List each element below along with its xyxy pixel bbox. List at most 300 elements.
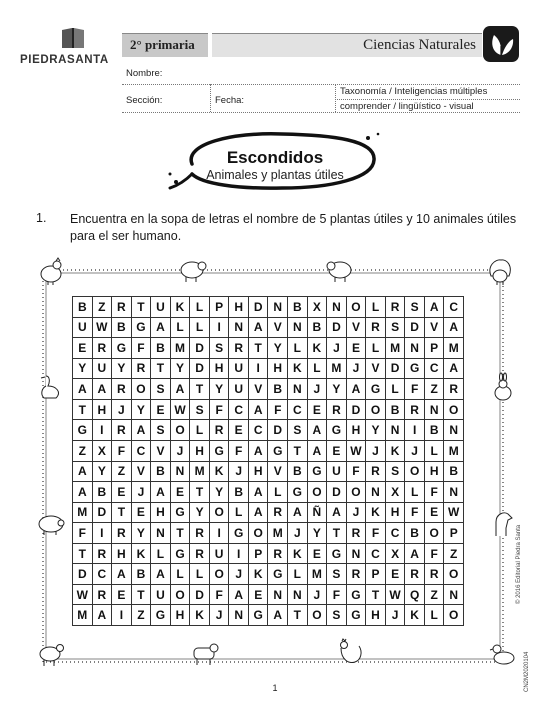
grid-cell[interactable]: S (151, 420, 171, 441)
grid-cell[interactable]: R (425, 564, 445, 585)
grid-cell[interactable]: H (347, 420, 367, 441)
grid-cell[interactable]: R (112, 379, 132, 400)
grid-cell[interactable]: V (268, 462, 288, 483)
grid-cell[interactable]: B (268, 379, 288, 400)
grid-cell[interactable]: H (366, 605, 386, 626)
grid-cell[interactable]: D (327, 482, 347, 503)
grid-cell[interactable]: H (268, 359, 288, 380)
grid-cell[interactable]: C (425, 359, 445, 380)
grid-cell[interactable]: A (73, 482, 93, 503)
grid-cell[interactable]: F (405, 379, 425, 400)
grid-cell[interactable]: W (444, 503, 464, 524)
grid-cell[interactable]: U (73, 318, 93, 339)
grid-cell[interactable]: B (386, 400, 406, 421)
grid-cell[interactable]: J (112, 400, 132, 421)
grid-cell[interactable]: Y (73, 359, 93, 380)
grid-cell[interactable]: T (366, 585, 386, 606)
grid-cell[interactable]: N (229, 318, 249, 339)
grid-cell[interactable]: S (327, 564, 347, 585)
grid-cell[interactable]: E (327, 441, 347, 462)
grid-cell[interactable]: R (93, 544, 113, 565)
grid-cell[interactable]: P (249, 544, 269, 565)
grid-cell[interactable]: E (132, 503, 152, 524)
grid-cell[interactable]: N (405, 338, 425, 359)
grid-cell[interactable]: M (308, 564, 328, 585)
grid-cell[interactable]: A (93, 605, 113, 626)
grid-cell[interactable]: V (249, 379, 269, 400)
grid-cell[interactable]: A (73, 462, 93, 483)
grid-cell[interactable]: I (93, 523, 113, 544)
grid-cell[interactable]: M (73, 605, 93, 626)
grid-cell[interactable]: Y (327, 379, 347, 400)
grid-cell[interactable]: E (151, 400, 171, 421)
grid-cell[interactable]: F (405, 503, 425, 524)
grid-cell[interactable]: O (210, 503, 230, 524)
grid-cell[interactable]: O (308, 605, 328, 626)
grid-cell[interactable]: G (308, 462, 328, 483)
grid-cell[interactable]: G (327, 420, 347, 441)
grid-cell[interactable]: F (112, 441, 132, 462)
grid-cell[interactable]: L (405, 482, 425, 503)
grid-cell[interactable]: U (210, 544, 230, 565)
grid-cell[interactable]: F (425, 544, 445, 565)
grid-cell[interactable]: O (425, 523, 445, 544)
grid-cell[interactable]: M (190, 462, 210, 483)
grid-cell[interactable]: O (444, 400, 464, 421)
grid-cell[interactable]: S (386, 318, 406, 339)
grid-cell[interactable]: R (112, 523, 132, 544)
grid-cell[interactable]: C (444, 297, 464, 318)
grid-cell[interactable]: W (347, 441, 367, 462)
grid-cell[interactable]: S (386, 462, 406, 483)
grid-cell[interactable]: H (249, 462, 269, 483)
grid-cell[interactable]: L (190, 318, 210, 339)
grid-cell[interactable]: R (405, 400, 425, 421)
grid-cell[interactable]: G (249, 605, 269, 626)
grid-cell[interactable]: N (425, 400, 445, 421)
grid-cell[interactable]: N (229, 605, 249, 626)
grid-cell[interactable]: D (93, 503, 113, 524)
grid-cell[interactable]: R (112, 420, 132, 441)
grid-cell[interactable]: N (151, 523, 171, 544)
grid-cell[interactable]: N (444, 482, 464, 503)
grid-cell[interactable]: E (249, 585, 269, 606)
grid-cell[interactable]: L (151, 544, 171, 565)
grid-cell[interactable]: J (229, 564, 249, 585)
grid-cell[interactable]: A (347, 379, 367, 400)
grid-cell[interactable]: J (210, 605, 230, 626)
grid-cell[interactable]: B (288, 297, 308, 318)
grid-cell[interactable]: Y (268, 338, 288, 359)
grid-cell[interactable]: D (190, 585, 210, 606)
grid-cell[interactable]: K (366, 503, 386, 524)
grid-cell[interactable]: D (347, 400, 367, 421)
grid-cell[interactable]: Y (210, 482, 230, 503)
grid-cell[interactable]: S (288, 420, 308, 441)
grid-cell[interactable]: U (229, 359, 249, 380)
grid-cell[interactable]: R (347, 564, 367, 585)
grid-cell[interactable]: D (73, 564, 93, 585)
grid-cell[interactable]: H (93, 400, 113, 421)
grid-cell[interactable]: E (386, 564, 406, 585)
grid-cell[interactable]: Y (93, 462, 113, 483)
grid-cell[interactable]: A (425, 297, 445, 318)
grid-cell[interactable]: C (249, 420, 269, 441)
grid-cell[interactable]: U (151, 297, 171, 318)
grid-cell[interactable]: E (112, 585, 132, 606)
grid-cell[interactable]: W (171, 400, 191, 421)
grid-cell[interactable]: H (171, 605, 191, 626)
grid-cell[interactable]: Y (132, 400, 152, 421)
grid-cell[interactable]: N (288, 318, 308, 339)
grid-cell[interactable]: G (73, 420, 93, 441)
grid-cell[interactable]: J (229, 462, 249, 483)
grid-cell[interactable]: N (444, 585, 464, 606)
grid-cell[interactable]: Ñ (308, 503, 328, 524)
grid-cell[interactable]: B (229, 482, 249, 503)
grid-cell[interactable]: I (249, 359, 269, 380)
grid-cell[interactable]: D (386, 359, 406, 380)
grid-cell[interactable]: A (73, 379, 93, 400)
grid-cell[interactable]: T (73, 544, 93, 565)
grid-cell[interactable]: O (132, 379, 152, 400)
grid-cell[interactable]: O (444, 605, 464, 626)
grid-cell[interactable]: F (73, 523, 93, 544)
grid-cell[interactable]: I (210, 318, 230, 339)
grid-cell[interactable]: D (190, 359, 210, 380)
grid-cell[interactable]: R (366, 318, 386, 339)
grid-cell[interactable]: C (229, 400, 249, 421)
grid-cell[interactable]: A (405, 544, 425, 565)
grid-cell[interactable]: A (249, 503, 269, 524)
grid-cell[interactable]: K (132, 544, 152, 565)
grid-cell[interactable]: G (268, 441, 288, 462)
grid-cell[interactable]: L (190, 297, 210, 318)
grid-cell[interactable]: L (425, 441, 445, 462)
grid-cell[interactable]: L (171, 564, 191, 585)
grid-cell[interactable]: R (229, 338, 249, 359)
grid-cell[interactable]: R (190, 523, 210, 544)
grid-cell[interactable]: F (347, 462, 367, 483)
grid-cell[interactable]: N (347, 544, 367, 565)
grid-cell[interactable]: J (308, 585, 328, 606)
grid-cell[interactable]: S (405, 297, 425, 318)
grid-cell[interactable]: A (249, 482, 269, 503)
grid-cell[interactable]: Z (444, 544, 464, 565)
grid-cell[interactable]: K (405, 605, 425, 626)
grid-cell[interactable]: I (112, 605, 132, 626)
grid-cell[interactable]: R (444, 379, 464, 400)
grid-cell[interactable]: O (347, 482, 367, 503)
grid-cell[interactable]: O (210, 564, 230, 585)
grid-cell[interactable]: D (327, 318, 347, 339)
grid-cell[interactable]: D (249, 297, 269, 318)
grid-cell[interactable]: R (268, 544, 288, 565)
grid-cell[interactable]: Y (210, 379, 230, 400)
grid-cell[interactable]: A (132, 420, 152, 441)
grid-cell[interactable]: Z (132, 605, 152, 626)
grid-cell[interactable]: A (249, 441, 269, 462)
grid-cell[interactable]: F (425, 482, 445, 503)
grid-cell[interactable]: A (93, 379, 113, 400)
grid-cell[interactable]: Z (93, 297, 113, 318)
grid-cell[interactable]: B (93, 482, 113, 503)
grid-cell[interactable]: O (171, 420, 191, 441)
grid-cell[interactable]: V (132, 462, 152, 483)
grid-cell[interactable]: L (425, 605, 445, 626)
grid-cell[interactable]: R (190, 544, 210, 565)
grid-cell[interactable]: P (210, 297, 230, 318)
grid-cell[interactable]: T (171, 523, 191, 544)
grid-cell[interactable]: H (190, 441, 210, 462)
grid-cell[interactable]: M (386, 338, 406, 359)
grid-cell[interactable]: T (132, 585, 152, 606)
grid-cell[interactable]: C (288, 400, 308, 421)
grid-cell[interactable]: H (425, 462, 445, 483)
grid-cell[interactable]: F (210, 400, 230, 421)
grid-cell[interactable]: W (93, 318, 113, 339)
grid-cell[interactable]: J (171, 441, 191, 462)
grid-cell[interactable]: I (405, 420, 425, 441)
grid-cell[interactable]: R (327, 400, 347, 421)
grid-cell[interactable]: A (151, 564, 171, 585)
grid-cell[interactable]: B (444, 462, 464, 483)
grid-cell[interactable]: F (210, 585, 230, 606)
grid-cell[interactable]: R (93, 338, 113, 359)
grid-cell[interactable]: L (171, 318, 191, 339)
grid-cell[interactable]: U (93, 359, 113, 380)
grid-cell[interactable]: O (308, 482, 328, 503)
grid-cell[interactable]: M (268, 523, 288, 544)
grid-cell[interactable]: T (327, 523, 347, 544)
grid-cell[interactable]: L (268, 482, 288, 503)
grid-cell[interactable]: Z (73, 441, 93, 462)
grid-cell[interactable]: N (327, 297, 347, 318)
grid-cell[interactable]: F (268, 400, 288, 421)
grid-cell[interactable]: U (151, 585, 171, 606)
grid-cell[interactable]: J (132, 482, 152, 503)
grid-cell[interactable]: Y (112, 359, 132, 380)
grid-cell[interactable]: N (288, 379, 308, 400)
grid-cell[interactable]: G (405, 359, 425, 380)
grid-cell[interactable]: S (151, 379, 171, 400)
grid-cell[interactable]: H (229, 297, 249, 318)
grid-cell[interactable]: R (366, 462, 386, 483)
grid-cell[interactable]: T (151, 359, 171, 380)
grid-cell[interactable]: H (151, 503, 171, 524)
grid-cell[interactable]: O (171, 585, 191, 606)
grid-cell[interactable]: G (288, 482, 308, 503)
grid-cell[interactable]: G (112, 338, 132, 359)
grid-cell[interactable]: Z (425, 379, 445, 400)
grid-cell[interactable]: O (444, 564, 464, 585)
grid-cell[interactable]: L (190, 564, 210, 585)
grid-cell[interactable]: V (425, 318, 445, 339)
grid-cell[interactable]: A (171, 379, 191, 400)
grid-cell[interactable]: K (171, 297, 191, 318)
grid-cell[interactable]: S (210, 338, 230, 359)
grid-cell[interactable]: G (210, 441, 230, 462)
grid-cell[interactable]: I (210, 523, 230, 544)
grid-cell[interactable]: S (327, 605, 347, 626)
grid-cell[interactable]: X (93, 441, 113, 462)
grid-cell[interactable]: J (327, 338, 347, 359)
grid-cell[interactable]: B (132, 564, 152, 585)
grid-cell[interactable]: V (268, 318, 288, 339)
grid-cell[interactable]: V (347, 318, 367, 339)
grid-cell[interactable]: I (229, 544, 249, 565)
grid-cell[interactable]: J (347, 359, 367, 380)
grid-cell[interactable]: B (425, 420, 445, 441)
grid-cell[interactable]: X (386, 482, 406, 503)
grid-cell[interactable]: N (268, 585, 288, 606)
grid-cell[interactable]: L (366, 297, 386, 318)
grid-cell[interactable]: T (190, 482, 210, 503)
grid-cell[interactable]: G (347, 605, 367, 626)
grid-cell[interactable]: K (190, 605, 210, 626)
grid-cell[interactable]: A (288, 503, 308, 524)
grid-cell[interactable]: A (151, 318, 171, 339)
grid-cell[interactable]: P (366, 564, 386, 585)
grid-cell[interactable]: I (93, 420, 113, 441)
grid-cell[interactable]: L (308, 359, 328, 380)
grid-cell[interactable]: C (366, 544, 386, 565)
grid-cell[interactable]: J (308, 379, 328, 400)
grid-cell[interactable]: R (132, 359, 152, 380)
grid-cell[interactable]: A (249, 400, 269, 421)
grid-cell[interactable]: F (132, 338, 152, 359)
grid-cell[interactable]: R (386, 297, 406, 318)
grid-cell[interactable]: M (444, 338, 464, 359)
grid-cell[interactable]: Y (171, 359, 191, 380)
grid-cell[interactable]: B (73, 297, 93, 318)
grid-cell[interactable]: F (327, 585, 347, 606)
grid-cell[interactable]: B (288, 462, 308, 483)
grid-cell[interactable]: X (308, 297, 328, 318)
grid-cell[interactable]: N (366, 482, 386, 503)
grid-cell[interactable]: R (268, 503, 288, 524)
grid-cell[interactable]: B (405, 523, 425, 544)
grid-cell[interactable]: W (73, 585, 93, 606)
grid-cell[interactable]: V (366, 359, 386, 380)
grid-cell[interactable]: B (308, 318, 328, 339)
grid-cell[interactable]: N (268, 297, 288, 318)
grid-cell[interactable]: L (288, 564, 308, 585)
grid-cell[interactable]: H (210, 359, 230, 380)
grid-cell[interactable]: K (308, 338, 328, 359)
grid-cell[interactable]: A (308, 441, 328, 462)
grid-cell[interactable]: E (347, 338, 367, 359)
grid-cell[interactable]: O (405, 462, 425, 483)
grid-cell[interactable]: G (132, 318, 152, 339)
grid-cell[interactable]: G (327, 544, 347, 565)
grid-cell[interactable]: M (171, 338, 191, 359)
grid-cell[interactable]: M (444, 441, 464, 462)
grid-cell[interactable]: T (288, 605, 308, 626)
grid-cell[interactable]: G (171, 503, 191, 524)
grid-cell[interactable]: P (444, 523, 464, 544)
grid-cell[interactable]: N (386, 420, 406, 441)
grid-cell[interactable]: A (229, 585, 249, 606)
grid-cell[interactable]: R (347, 523, 367, 544)
grid-cell[interactable]: G (151, 605, 171, 626)
grid-cell[interactable]: R (210, 420, 230, 441)
grid-cell[interactable]: W (386, 585, 406, 606)
grid-cell[interactable]: C (386, 523, 406, 544)
grid-cell[interactable]: D (190, 338, 210, 359)
grid-cell[interactable]: C (132, 441, 152, 462)
grid-cell[interactable]: U (327, 462, 347, 483)
grid-cell[interactable]: T (112, 503, 132, 524)
grid-cell[interactable]: E (112, 482, 132, 503)
grid-cell[interactable]: E (229, 420, 249, 441)
grid-cell[interactable]: G (229, 523, 249, 544)
grid-cell[interactable]: T (73, 400, 93, 421)
grid-cell[interactable]: K (288, 544, 308, 565)
grid-cell[interactable]: T (190, 379, 210, 400)
grid-cell[interactable]: B (151, 462, 171, 483)
grid-cell[interactable]: G (347, 585, 367, 606)
grid-cell[interactable]: M (73, 503, 93, 524)
grid-cell[interactable]: E (171, 482, 191, 503)
grid-cell[interactable]: L (229, 503, 249, 524)
grid-cell[interactable]: E (425, 503, 445, 524)
grid-cell[interactable]: P (425, 338, 445, 359)
grid-cell[interactable]: Q (405, 585, 425, 606)
grid-cell[interactable]: D (268, 420, 288, 441)
grid-cell[interactable]: A (308, 420, 328, 441)
grid-cell[interactable]: H (386, 503, 406, 524)
grid-cell[interactable]: L (386, 379, 406, 400)
grid-cell[interactable]: K (249, 564, 269, 585)
grid-cell[interactable]: E (308, 544, 328, 565)
grid-cell[interactable]: J (366, 441, 386, 462)
grid-cell[interactable]: B (112, 318, 132, 339)
grid-cell[interactable]: Z (425, 585, 445, 606)
grid-cell[interactable]: A (327, 503, 347, 524)
grid-cell[interactable]: G (171, 544, 191, 565)
grid-cell[interactable]: V (151, 441, 171, 462)
grid-cell[interactable]: L (366, 338, 386, 359)
grid-cell[interactable]: S (190, 400, 210, 421)
grid-cell[interactable]: R (405, 564, 425, 585)
grid-cell[interactable]: N (444, 420, 464, 441)
grid-cell[interactable]: B (151, 338, 171, 359)
grid-cell[interactable]: J (405, 441, 425, 462)
grid-cell[interactable]: A (268, 605, 288, 626)
grid-cell[interactable]: J (386, 605, 406, 626)
grid-cell[interactable]: U (229, 379, 249, 400)
grid-cell[interactable]: R (93, 585, 113, 606)
grid-cell[interactable]: Z (112, 462, 132, 483)
grid-cell[interactable]: Y (366, 420, 386, 441)
grid-cell[interactable]: F (229, 441, 249, 462)
grid-cell[interactable]: Y (190, 503, 210, 524)
grid-cell[interactable]: C (93, 564, 113, 585)
grid-cell[interactable]: J (347, 503, 367, 524)
grid-cell[interactable]: H (112, 544, 132, 565)
grid-cell[interactable]: Y (132, 523, 152, 544)
grid-cell[interactable]: K (288, 359, 308, 380)
grid-cell[interactable]: A (112, 564, 132, 585)
grid-cell[interactable]: O (366, 400, 386, 421)
grid-cell[interactable]: A (444, 359, 464, 380)
grid-cell[interactable]: R (112, 297, 132, 318)
grid-cell[interactable]: M (327, 359, 347, 380)
grid-cell[interactable]: L (190, 420, 210, 441)
grid-cell[interactable]: T (132, 297, 152, 318)
grid-cell[interactable]: J (288, 523, 308, 544)
